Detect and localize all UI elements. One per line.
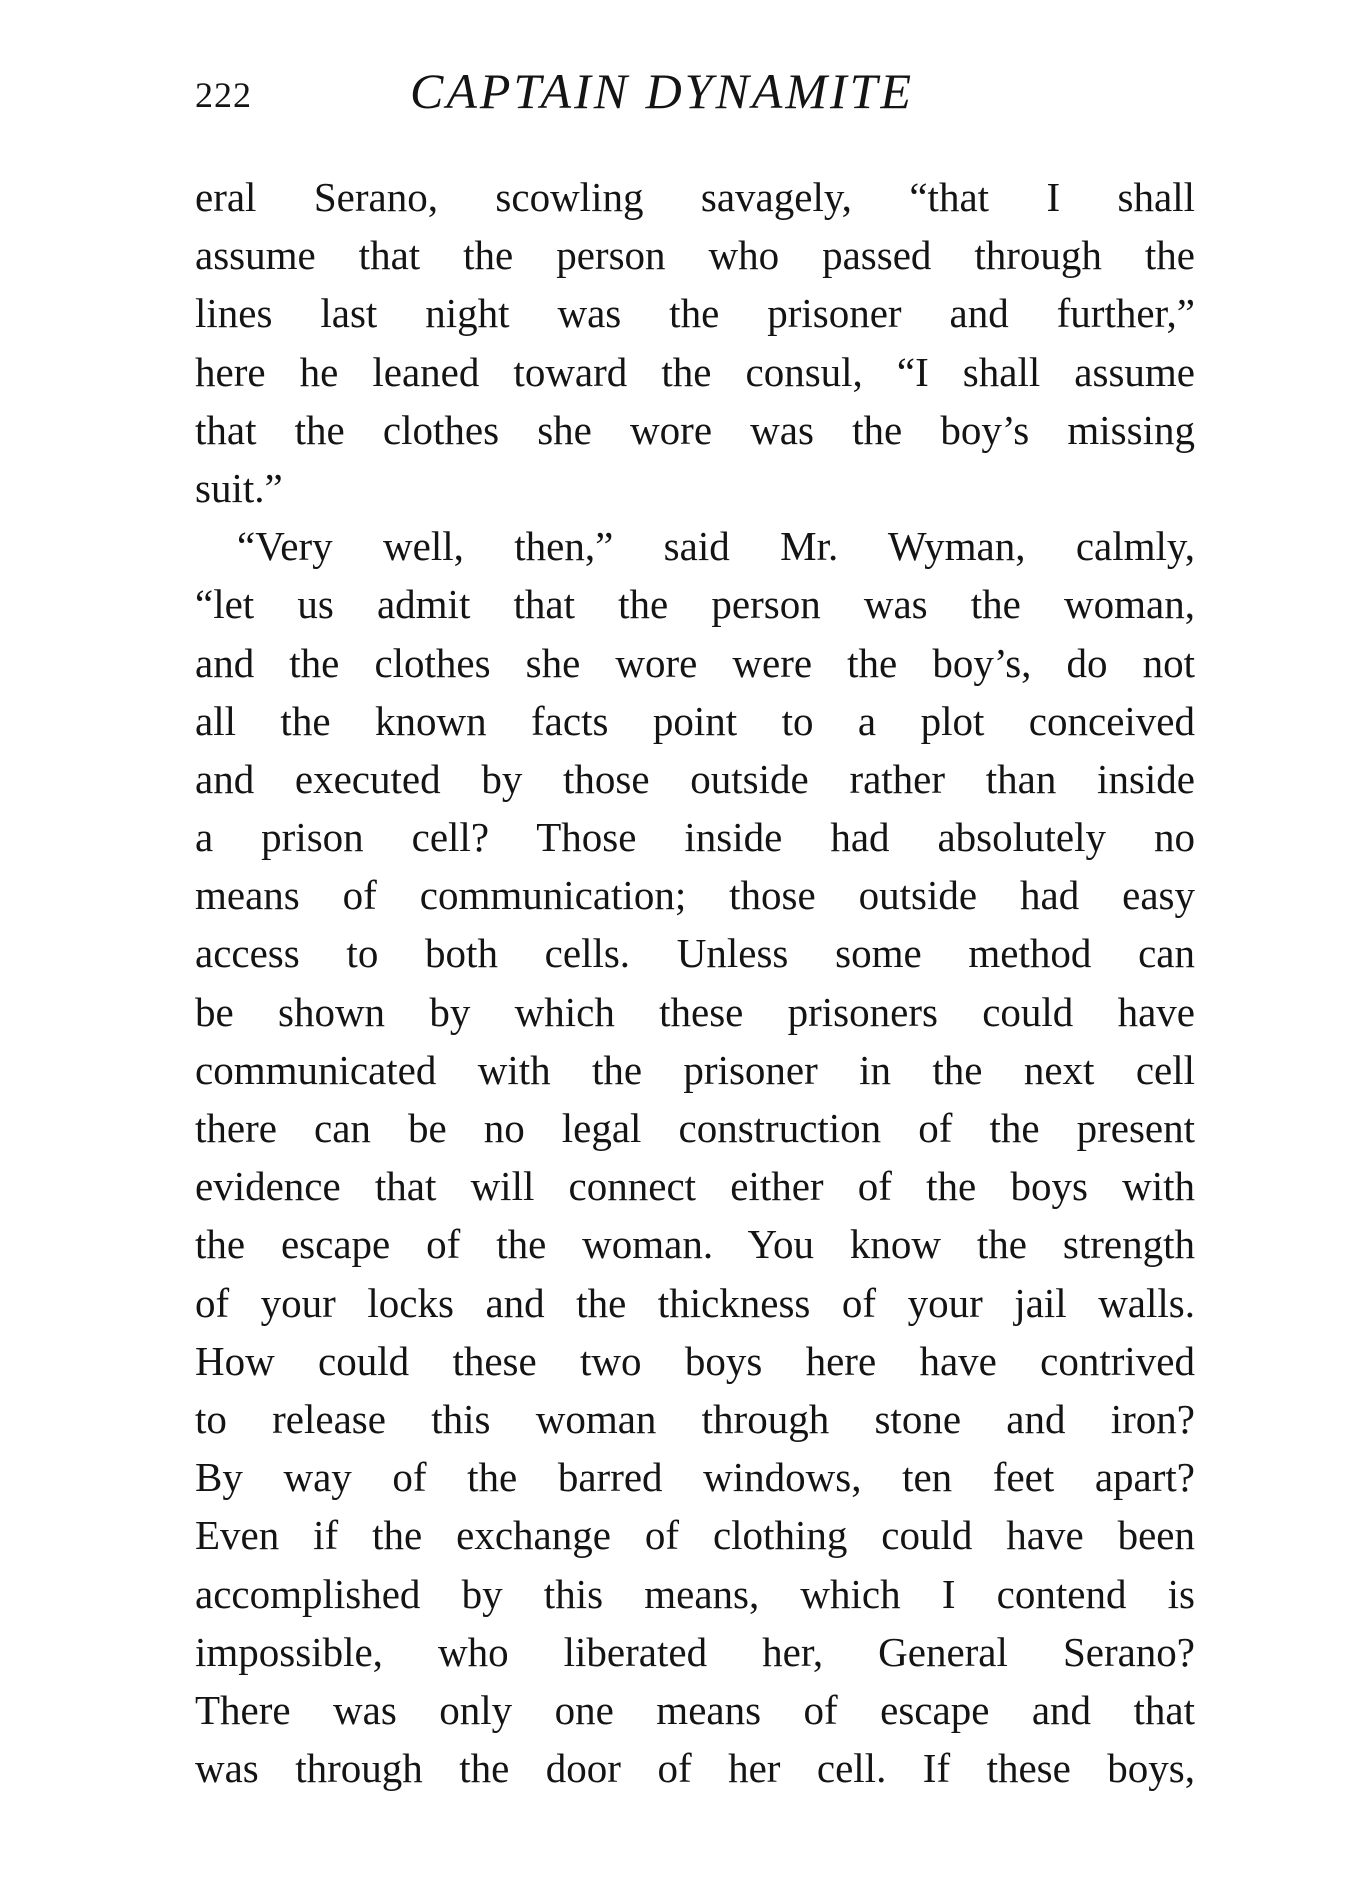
text-line: and executed by those outside rather than inside <box>195 755 1195 802</box>
page-number: 222 <box>195 75 252 115</box>
text-line: accomplished by this means, which I contend is <box>195 1570 1195 1617</box>
text-line: the escape of the woman. You know the strength <box>195 1221 1195 1268</box>
text-line: How could these two boys here have contrived <box>195 1337 1195 1384</box>
text-line: to release this woman through stone and iron? <box>195 1395 1195 1442</box>
text-line: Even if the exchange of clothing could have been <box>195 1512 1195 1559</box>
text-line: impossible, who liberated her, General Serano? <box>195 1628 1195 1675</box>
text-line: there can be no legal construction of the present <box>195 1105 1195 1151</box>
text-line: of your locks and the thickness of your jail walls. <box>195 1279 1195 1326</box>
text-line: communicated with the prisoner in the next cell <box>195 1046 1195 1093</box>
text-line: assume that the person who passed through the <box>195 232 1195 279</box>
text-line: and the clothes she wore were the boy’s, do not <box>195 639 1195 686</box>
text-line: a prison cell? Those inside had absolutely no <box>195 814 1195 861</box>
text-line: that the clothes she wore was the boy’s missing <box>195 406 1195 453</box>
text-line: was through the door of her cell. If these boys, <box>195 1745 1195 1792</box>
running-title: CAPTAIN DYNAMITE <box>410 63 915 119</box>
page-header <box>195 62 1195 132</box>
body-text <box>195 168 1195 1797</box>
text-line: “Very well, then,” said Mr. Wyman, calmly, <box>237 523 1195 570</box>
text-line: be shown by which these prisoners could have <box>195 988 1195 1035</box>
text-line: here he leaned toward the consul, “I shall assume <box>195 348 1195 395</box>
text-line: “let us admit that the person was the woman, <box>195 581 1195 628</box>
text-line: suit.” <box>195 464 283 511</box>
text-line: eral Serano, scowling savagely, “that I shall <box>195 174 1195 220</box>
text-line: There was only one means of escape and that <box>195 1686 1195 1733</box>
text-line: access to both cells. Unless some method can <box>195 930 1195 977</box>
text-line: evidence that will connect either of the boys with <box>195 1163 1195 1210</box>
text-line: lines last night was the prisoner and further,” <box>195 290 1195 337</box>
text-line: means of communication; those outside had easy <box>195 872 1195 919</box>
text-line: By way of the barred windows, ten feet apart? <box>195 1454 1195 1501</box>
text-line: all the known facts point to a plot conceived <box>195 697 1195 744</box>
